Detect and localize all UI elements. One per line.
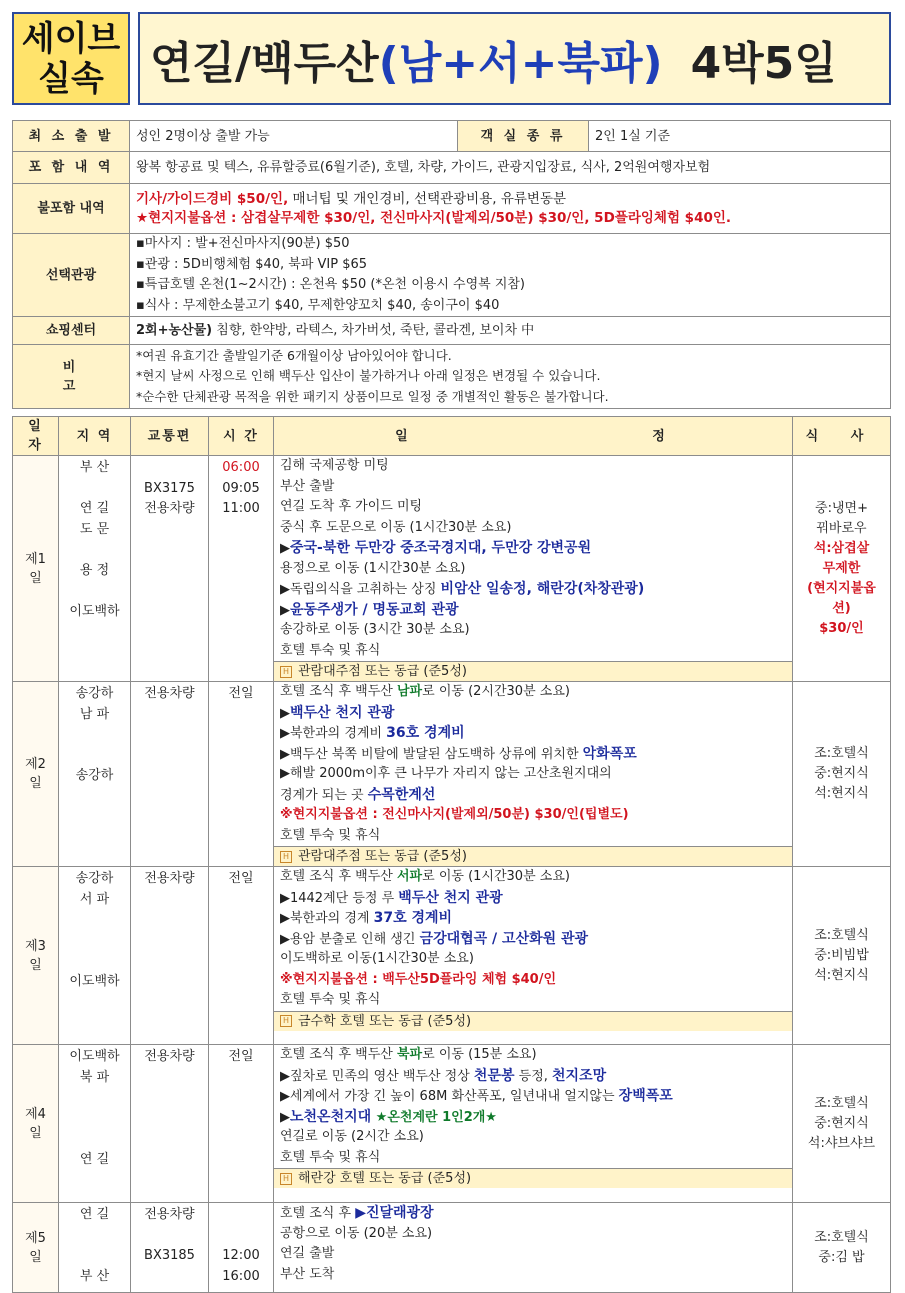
itinerary-text: ▶백두산 북쪽 비탈에 발달된 삼도백하 상류에 위치한: [280, 746, 583, 762]
time-cell: [209, 867, 274, 1045]
itinerary-line: ▶해발 2000m이후 큰 나무가 자리지 않는 고산초원지대의: [280, 766, 612, 781]
title-part2: (남+서+북파): [378, 37, 663, 89]
transport-item: [131, 1267, 208, 1288]
note-item: *현지 날씨 사정으로 인해 백두산 입산이 불가하거나 아래 일정은 변경될 수 있습니다.: [136, 368, 601, 384]
meal-cell: [793, 456, 891, 682]
itinerary-highlight: ▶진달래광장: [355, 1205, 434, 1221]
meal-cell: [793, 1045, 891, 1203]
region-item: 서 파: [79, 891, 110, 907]
region-item: 송강하: [75, 686, 114, 701]
transport-item: 전용차량: [144, 501, 195, 516]
exclude-line1-red: 기사/가이드경비 $50/인,: [136, 190, 289, 207]
meal-cell: [793, 682, 891, 867]
itinerary-highlight: 노천온천지대: [290, 1108, 372, 1125]
itinerary-highlight: 수목한계선: [367, 786, 436, 803]
transport-item: [131, 458, 208, 479]
region-item: [59, 725, 130, 746]
itinerary-line: 호텔 투숙 및 휴식: [280, 642, 381, 658]
itinerary-line: [274, 723, 792, 744]
shop-label: 쇼핑센터: [13, 317, 130, 345]
col-itinerary: 일 정: [274, 417, 793, 456]
region-item: 도 문: [79, 521, 110, 537]
schedule-row-day4: [13, 1045, 891, 1203]
itinerary-highlight: 악화폭포: [582, 745, 637, 762]
itinerary-text: ▶1442계단 등정 루: [280, 890, 399, 906]
transport-cell: [131, 1203, 209, 1293]
optional-item: ▪관광 : 5D비행체험 $40, 북파 VIP $65: [136, 256, 368, 272]
itinerary-line: [274, 785, 792, 806]
optional-item: ▪특급호텔 온천(1~2시간) : 온천욕 $50 (*온천 이용시 수영복 지참): [136, 277, 526, 292]
time-item: 11:00: [222, 501, 260, 516]
itinerary-option: ※현지지불옵션 : 백두산5D플라잉 체험 $40/인: [280, 971, 557, 987]
region-item: 이도백하: [69, 1049, 120, 1064]
itinerary-text: ▶독립의식을 고취하는 상징: [280, 582, 441, 597]
time-item: 전일: [228, 686, 254, 701]
region-item: [59, 581, 130, 602]
itinerary-line: 이도백하로 이동(1시간30분 소요): [280, 951, 474, 966]
hotel-name: 금수학 호텔 또는 동급 (준5성): [298, 1013, 472, 1029]
badge-line1: 세이브: [21, 18, 121, 59]
itinerary-line: [274, 538, 792, 559]
meal-item: 석:현지식: [814, 967, 869, 983]
region-item: 송강하: [75, 768, 114, 783]
itinerary-line: 연길로 이동 (2시간 소요): [280, 1129, 424, 1144]
col-region: 지 역: [59, 417, 131, 456]
time-cell: [209, 682, 274, 867]
region-item: 이도백하: [69, 973, 120, 989]
hotel-line: [274, 661, 792, 681]
itinerary-line: [274, 867, 792, 888]
region-item: [59, 910, 130, 931]
itinerary-cell: [274, 456, 793, 682]
meal-item: 무제한: [822, 560, 861, 576]
region-item: 연 길: [79, 1207, 110, 1222]
itinerary-line: 호텔 투숙 및 휴식: [280, 827, 381, 843]
itinerary-text: ▶북한과의 경계: [280, 911, 374, 926]
itinerary-line: 호텔 투숙 및 휴식: [280, 992, 381, 1007]
transport-item: BX3185: [144, 1248, 195, 1263]
itinerary-line: 부산 출발: [280, 478, 335, 494]
meal-item: 조:호텔식: [814, 1095, 869, 1111]
region-item: 연 길: [79, 501, 110, 516]
meal-item: (현지지불옵션): [807, 580, 876, 616]
region-item: [59, 479, 130, 500]
itinerary-line: [274, 888, 792, 909]
hotel-line: [274, 846, 792, 866]
itinerary-line: [274, 703, 792, 724]
itinerary-green: 서파: [397, 869, 423, 884]
time-item: [209, 1205, 273, 1226]
itinerary-line: [274, 682, 792, 703]
hotel-name: 관람대주점 또는 동급 (준5성): [298, 849, 467, 864]
region-cell: [59, 1203, 131, 1293]
transport-item: 전용차량: [144, 686, 195, 701]
time-cell: [209, 1045, 274, 1203]
schedule-row-day1: [13, 456, 891, 682]
region-item: [59, 1129, 130, 1150]
itinerary-cell: [274, 867, 793, 1045]
itinerary-line: 공항으로 이동 (20분 소요): [280, 1225, 433, 1241]
itinerary-line: [274, 805, 792, 826]
transport-cell: [131, 682, 209, 867]
include-label: 포 함 내 역: [13, 152, 130, 184]
itinerary-line: [274, 1066, 792, 1087]
itinerary-line: [274, 1045, 792, 1066]
transport-item: 전용차량: [144, 1207, 195, 1222]
transport-item: 전용차량: [144, 1049, 195, 1064]
include-value: 왕복 항공료 및 텍스, 유류할증료(6월기준), 호텔, 차량, 가이드, 관광지입장료, 식사, 2억원여행자보험: [130, 152, 891, 184]
region-item: [59, 931, 130, 952]
meal-item: 중:김 밥: [818, 1249, 865, 1265]
meal-item: 중:현지식: [814, 1115, 869, 1131]
itinerary-text: ▶: [280, 1109, 290, 1125]
title-part1: 연길/백두산: [150, 37, 379, 89]
region-item: [59, 1226, 130, 1247]
note-item: *여권 유효기간 출발일기준 6개월이상 남아있어야 합니다.: [136, 347, 452, 363]
time-item: 09:05: [222, 480, 260, 496]
region-item: [59, 951, 130, 972]
schedule-table: [12, 416, 891, 1293]
notes: [130, 345, 891, 409]
save-badge: [12, 12, 130, 105]
itinerary-highlight: 백두산 천지 관광: [398, 889, 503, 906]
room-value: 2인 1실 기준: [589, 121, 891, 152]
itinerary-option: ※현지지불옵션 : 전신마사지(발제외/50분) $30/인(팁별도): [280, 807, 629, 822]
region-item: [59, 1088, 130, 1109]
itinerary-highlight: 천지조망: [552, 1067, 607, 1084]
day-label: 제5일: [13, 1203, 59, 1293]
hotel-name: 관람대주점 또는 동급 (준5성): [298, 664, 467, 679]
itinerary-highlight: 37호 경계비: [373, 910, 453, 926]
transport-cell: [131, 867, 209, 1045]
meal-cell: [793, 1203, 891, 1293]
itinerary-text: ▶북한과의 경계비: [280, 726, 387, 741]
transport-item: BX3175: [144, 480, 195, 496]
day-label: 제1일: [13, 456, 59, 682]
region-item: 용 정: [79, 562, 110, 578]
hotel-line: [274, 1011, 792, 1031]
itinerary-cell: [274, 1045, 793, 1203]
info-table: [12, 120, 891, 409]
time-item: 16:00: [222, 1268, 260, 1284]
meal-item: 조:호텔식: [814, 927, 869, 943]
itinerary-text: 로 이동 (1시간30분 소요): [422, 869, 570, 884]
exclude-label: 불포함 내역: [13, 184, 130, 234]
region-item: [59, 540, 130, 561]
itinerary-line: [274, 1203, 792, 1224]
region-cell: [59, 1045, 131, 1203]
itinerary-line: 김해 국제공항 미팅: [280, 458, 389, 473]
region-item: [59, 1109, 130, 1130]
hotel-line: [274, 1168, 792, 1188]
badge-line2: 실속: [38, 58, 104, 99]
region-item: 북 파: [79, 1069, 110, 1085]
itinerary-green: 남파: [397, 684, 423, 699]
optional-list: [130, 234, 891, 317]
region-item: [59, 1246, 130, 1267]
region-cell: [59, 682, 131, 867]
itinerary-text: ▶: [280, 602, 290, 618]
itinerary-line: [274, 1107, 792, 1128]
meal-item: 중:비빔밥: [814, 947, 869, 963]
optional-item: ▪식사 : 무제한소불고기 $40, 무제한양꼬치 $40, 송이구이 $40: [136, 297, 500, 313]
itinerary-text: ▶용암 분출로 인해 생긴: [280, 931, 420, 947]
time-item: 12:00: [222, 1248, 260, 1263]
hotel-icon: H: [280, 1015, 292, 1027]
itinerary-highlight: 백두산 천지 관광: [290, 704, 395, 721]
note-item: *순수한 단체관광 목적을 위한 패키지 상품이므로 일정 중 개별적인 활동은 불가합니다.: [136, 388, 609, 404]
col-meal: 식 사: [793, 417, 891, 456]
region-cell: [59, 867, 131, 1045]
itinerary-text: 호텔 조식 후 백두산: [280, 1047, 397, 1062]
itinerary-line: [274, 970, 792, 991]
page-title: [138, 12, 891, 105]
time-cell: [209, 456, 274, 682]
meal-item: 석:현지식: [814, 786, 869, 801]
time-item: 전일: [228, 871, 254, 886]
itinerary-green: 북파: [397, 1047, 423, 1062]
meal-item: 조:호텔식: [814, 746, 869, 761]
region-item: 이도백하: [69, 603, 120, 619]
meal-item: 중:현지식: [814, 766, 869, 781]
itinerary-highlight: 중국-북한 두만강 중조국경지대, 두만강 강변공원: [290, 540, 592, 556]
itinerary-text: ▶: [280, 705, 290, 721]
schedule-row-day2: [13, 682, 891, 867]
itinerary-highlight: 윤동주생가 / 명동교회 관광: [290, 601, 459, 618]
itinerary-highlight: 장백폭포: [618, 1088, 673, 1104]
note-label: 비 고: [13, 345, 130, 409]
region-item: 남 파: [79, 706, 110, 722]
itinerary-line: 중식 후 도문으로 이동 (1시간30분 소요): [280, 519, 512, 535]
time-item: 전일: [228, 1049, 254, 1064]
itinerary-cell: [274, 1203, 793, 1293]
col-time: 시 간: [209, 417, 274, 456]
itinerary-highlight: 금강대협곡 / 고산화원 관광: [419, 930, 589, 947]
hotel-name: 해란강 호텔 또는 동급 (준5성): [298, 1171, 472, 1186]
itinerary-text: 로 이동 (2시간30분 소요): [422, 684, 570, 699]
itinerary-highlight: 비암산 일송정, 해란강(차창관광): [440, 581, 645, 597]
itinerary-green: ★온천계란 1인2개★: [371, 1109, 497, 1125]
itinerary-cell: [274, 682, 793, 867]
time-item: 06:00: [222, 460, 260, 475]
itinerary-text: 호텔 조식 후 백두산: [280, 684, 397, 699]
meal-cell: [793, 867, 891, 1045]
col-transport: 교통편: [131, 417, 209, 456]
region-item: [59, 746, 130, 767]
day-label: 제2일: [13, 682, 59, 867]
itinerary-text: 경계가 되는 곳: [280, 787, 368, 803]
exclude-line2: ★현지지불옵션 : 삼겹살무제한 $30/인, 전신마사지(발제외/50분) $30/인, 5D플라잉체험 $40인.: [136, 209, 732, 226]
itinerary-text: ▶: [280, 541, 290, 556]
min-depart-value: 성인 2명이상 출발 가능: [130, 121, 458, 152]
hotel-icon: H: [280, 851, 292, 863]
transport-item: [131, 1226, 208, 1247]
exclude-value: [130, 184, 891, 234]
header: [12, 12, 891, 108]
schedule-row-day5: [13, 1203, 891, 1293]
itinerary-line: 연길 도착 후 가이드 미팅: [280, 499, 423, 514]
min-depart-label: 최 소 출 발: [13, 121, 130, 152]
itinerary-line: 연길 출발: [280, 1246, 335, 1261]
meal-item: $30/인: [819, 620, 864, 636]
exclude-line1-rest: 매너팁 및 개인경비, 선택관광비용, 유류변동분: [288, 190, 567, 207]
meal-item: 석:샤브샤브: [807, 1135, 876, 1151]
hotel-icon: H: [280, 666, 292, 678]
meal-item: 석:삼겹살: [813, 540, 870, 556]
itinerary-text: 로 이동 (15분 소요): [422, 1047, 537, 1062]
itinerary-text: ▶짚차로 민족의 영산 백두산 정상: [280, 1068, 474, 1084]
shop-rest: 침향, 한약방, 라텍스, 차가버섯, 죽탄, 콜라겐, 보이차 中: [212, 323, 535, 338]
time-item: [209, 1226, 273, 1247]
time-cell: [209, 1203, 274, 1293]
itinerary-line: 부산 도착: [280, 1266, 335, 1282]
shop-value: [130, 317, 891, 345]
region-item: 부 산: [79, 1268, 110, 1284]
itinerary-line: [274, 929, 792, 950]
meal-item: 꿔바로우: [816, 520, 867, 536]
itinerary-line: [274, 579, 792, 600]
itinerary-text: 호텔 조식 후 백두산: [280, 869, 397, 884]
itinerary-line: 호텔 투숙 및 휴식: [280, 1149, 381, 1165]
itinerary-line: 송강하로 이동 (3시간 30분 소요): [280, 622, 470, 637]
itinerary-line: [274, 600, 792, 621]
schedule-header-row: [13, 417, 891, 456]
itinerary-line: 용정으로 이동 (1시간30분 소요): [280, 560, 466, 576]
itinerary-highlight: 36호 경계비: [386, 725, 465, 741]
itinerary-text: ▶세계에서 가장 긴 높이 68M 화산폭포, 일년내내 얼지않는: [280, 1089, 619, 1104]
title-part3: 4박5일: [690, 37, 837, 89]
transport-cell: [131, 1045, 209, 1203]
meal-item: 조:호텔식: [814, 1229, 869, 1245]
itinerary-text: 호텔 조식 후: [280, 1206, 356, 1221]
itinerary-line: [274, 744, 792, 765]
region-item: 송강하: [75, 871, 114, 886]
schedule-row-day3: [13, 867, 891, 1045]
transport-item: 전용차량: [144, 871, 195, 886]
region-item: 부 산: [79, 460, 110, 475]
region-cell: [59, 456, 131, 682]
day-label: 제3일: [13, 867, 59, 1045]
shop-bold: 2회+농산물): [136, 323, 213, 338]
itinerary-line: [274, 908, 792, 929]
room-label: 객 실 종 류: [458, 121, 589, 152]
meal-item: 중:냉면+: [815, 500, 868, 516]
optional-item: ▪마사지 : 발+전신마사지(90분) $50: [136, 236, 350, 251]
hotel-icon: H: [280, 1173, 292, 1185]
region-item: 연 길: [79, 1151, 110, 1167]
itinerary-highlight: 천문봉: [473, 1067, 515, 1084]
transport-cell: [131, 456, 209, 682]
col-day: 일 자: [13, 417, 59, 456]
itinerary-line: [274, 1086, 792, 1107]
optional-label: 선택관광: [13, 234, 130, 317]
itinerary-text: 등정,: [514, 1068, 553, 1084]
day-label: 제4일: [13, 1045, 59, 1203]
